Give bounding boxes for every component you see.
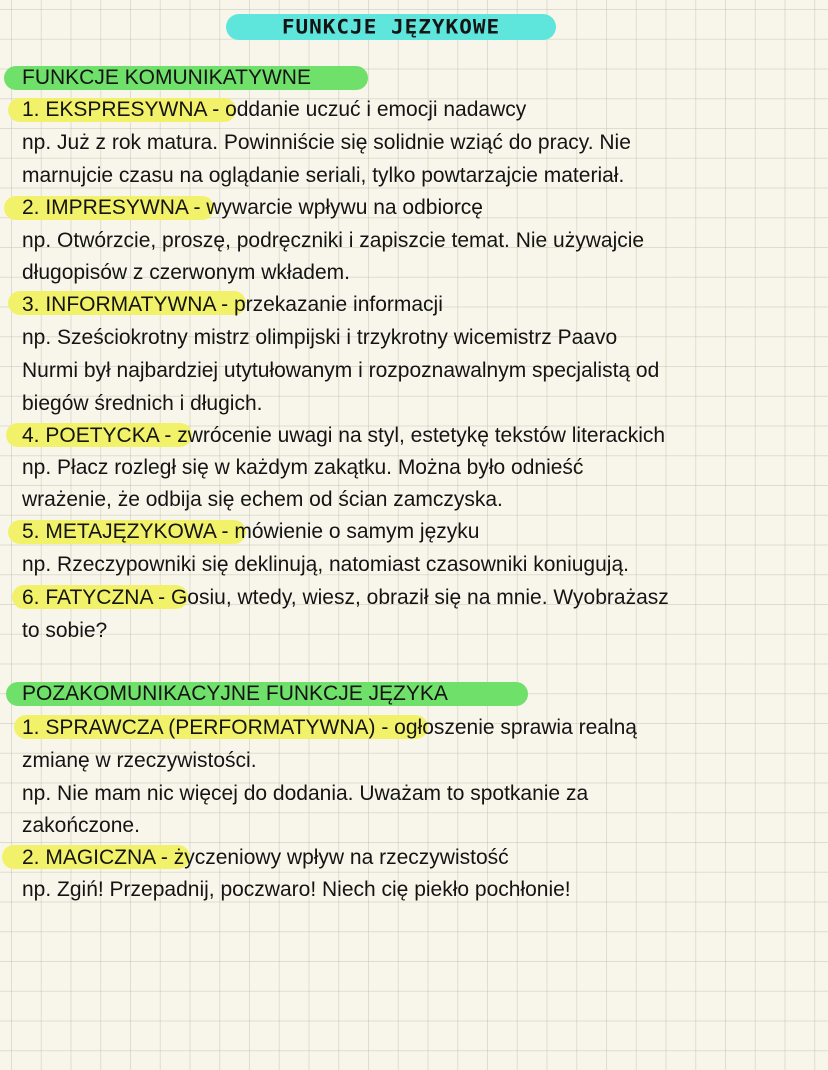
section-heading: FUNKCJE KOMUNIKATYWNE	[22, 66, 311, 89]
example-line: np. Płacz rozległ się w każdym zakątku. Można było odnieść	[22, 456, 584, 479]
term: 6. FATYCZNA -	[22, 586, 166, 609]
example-line: np. Rzeczypowniki się deklinują, natomiast czasowniki koniugują.	[22, 553, 629, 576]
definition: - wywarcie wpływu na odbiorcę	[187, 196, 483, 219]
definition-line	[22, 291, 443, 319]
definition-line	[22, 96, 526, 124]
example-line: np. Otwórzcie, proszę, podręczniki i zapiszcie temat. Nie używajcie	[22, 229, 645, 252]
term: 3. INFORMATYWNA	[22, 293, 216, 316]
example-line: długopisów z czerwonym wkładem.	[22, 261, 350, 284]
definition: Gosiu, wtedy, wiesz, obraził się na mnie. Wyobrażasz	[165, 586, 669, 609]
term: 1. SPRAWCZA (PERFORMATYWNA)	[22, 716, 376, 739]
example-line: zakończone.	[22, 814, 140, 837]
example-line: biegów średnich i długich.	[22, 392, 263, 415]
example-line: np. Zgiń! Przepadnij, poczwaro! Niech cię piekło pochłonie!	[22, 878, 571, 901]
example-line: wrażenie, że odbija się echem od ścian zamczyska.	[22, 488, 503, 511]
example-line: to sobie?	[22, 619, 108, 642]
example-line: Nurmi był najbardziej utytułowanym i rozpoznawalnym specjalistą od	[22, 359, 660, 382]
definition-line	[22, 714, 637, 742]
definition: - oddanie uczuć i emocji nadawcy	[206, 98, 527, 121]
example-line: np. Nie mam nic więcej do dodania. Uważam to spotkanie za	[22, 782, 589, 805]
section-heading: POZAKOMUNIKACYJNE FUNKCJE JĘZYKA	[22, 682, 448, 705]
definition-line	[22, 194, 483, 222]
definition-line	[22, 844, 509, 872]
definition: - ogłoszenie sprawia realną	[375, 716, 637, 739]
example-line: zmianę w rzeczywistości.	[22, 749, 257, 772]
page-title: FUNKCJE JĘZYKOWE	[281, 15, 501, 39]
term: 2. IMPRESYWNA	[22, 196, 188, 219]
title-highlight	[226, 14, 556, 40]
definition-line	[22, 584, 669, 612]
example-line: np. Już z rok matura. Powinniście się solidnie wziąć do pracy. Nie	[22, 131, 631, 154]
term: 5. METAJĘZYKOWA	[22, 520, 216, 543]
definition-line	[22, 422, 665, 450]
definition: - przekazanie informacji	[215, 293, 443, 316]
example-line: np. Sześciokrotny mistrz olimpijski i trzykrotny wicemistrz Paavo	[22, 326, 618, 349]
term: 2. MAGICZNA -	[22, 846, 168, 869]
definition: życzeniowy wpływ na rzeczywistość	[167, 846, 509, 869]
example-line: marnujcie czasu na oglądanie seriali, tylko powtarzajcie materiał.	[22, 164, 625, 187]
definition: zwrócenie uwagi na styl, estetykę tekstów literackich	[171, 424, 666, 447]
definition-line	[22, 518, 479, 546]
term: 1. EKSPRESYWNA	[22, 98, 207, 121]
term: 4. POETYCKA -	[22, 424, 172, 447]
definition: - mówienie o samym języku	[215, 520, 480, 543]
